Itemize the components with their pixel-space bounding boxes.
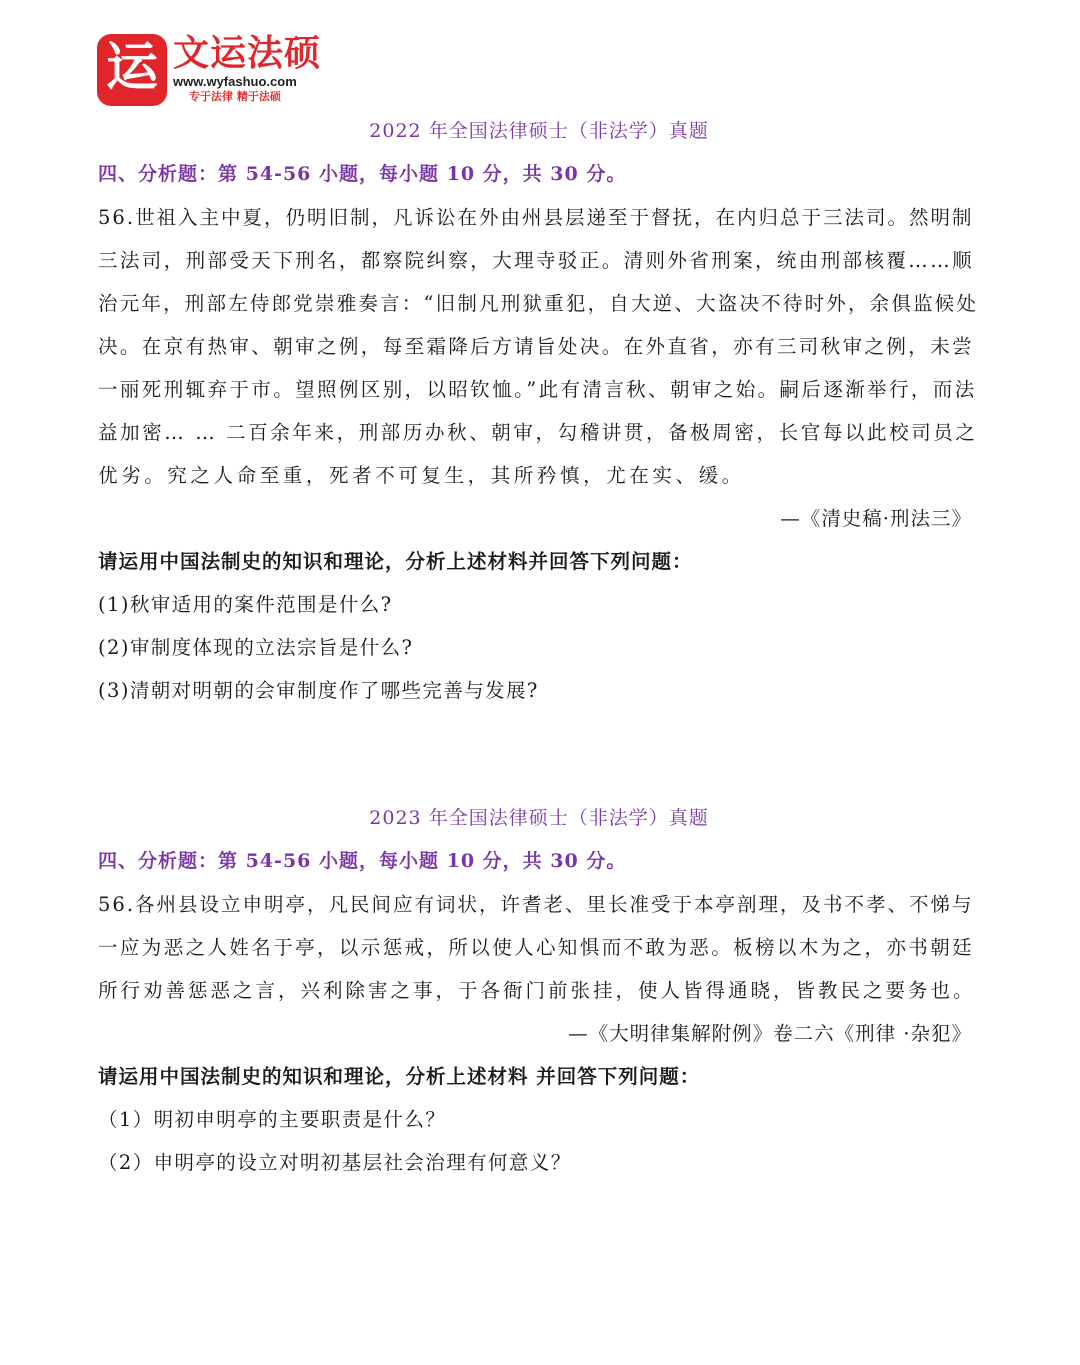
passage-line: 一应为恶之人姓名于亭，以示惩戒，所以使人心知惧而不敢为恶。板榜以木为之，亦书朝廷 bbox=[98, 936, 975, 959]
passage-line: 所行劝善惩恶之言，兴利除害之事，于各衙门前张挂，使人皆得通晓，皆教民之要务也。 bbox=[98, 979, 976, 1002]
passage-line: 治元年，刑部左侍郎党崇雅奏言：“旧制凡刑狱重犯，自大逆、大盗决不待时外，余俱监候处 bbox=[98, 292, 979, 315]
passage-line: 益加密… … 二百余年来，刑部历办秋、朝审，勾稽讲贯，备极周密，长官每以此校司员之 bbox=[98, 421, 978, 444]
passage-line: 56.各州县设立申明亭，凡民间应有词状，许耆老、里长准受于本亭剖理，及书不孝、不悌与 bbox=[98, 893, 974, 916]
passage-line: 优劣。究之人命至重，死者不可复生，其所矜慎，尤在实、缓。 bbox=[98, 464, 745, 487]
passage-line: 三法司，刑部受天下刑名，都察院纠察，大理寺驳正。清则外省刑案，统由刑部核覆……顺 bbox=[98, 249, 975, 272]
question-item: (1)秋审适用的案件范围是什么? bbox=[98, 593, 393, 616]
exam-2023-block bbox=[98, 797, 980, 1184]
brand-logo bbox=[97, 34, 321, 106]
passage-line: 决。在京有热审、朝审之例，每至霜降后方请旨处决。在外直省，亦有三司秋审之例，未尝 bbox=[98, 335, 975, 358]
logo-url: www.wyfashuo.com bbox=[173, 74, 297, 89]
passage-line: 一丽死刑辄弃于市。望照例区别，以昭钦恤。”此有清言秋、朝审之始。嗣后逐渐举行，而法 bbox=[98, 378, 977, 401]
exam-2022-prompt: 请运用中国法制史的知识和理论，分析上述材料并回答下列问题： bbox=[98, 550, 693, 573]
question-item: （2）申明亭的设立对明初基层社会治理有何意义？ bbox=[98, 1151, 572, 1174]
logo-name: 文运法硕 bbox=[173, 33, 322, 74]
logo-text bbox=[173, 34, 321, 105]
document-body bbox=[98, 110, 980, 1184]
logo-mark-glyph: 运 bbox=[105, 38, 158, 98]
question-item: (3)清朝对明朝的会审制度作了哪些完善与发展? bbox=[98, 679, 539, 702]
exam-2022-source: —《清史稿·刑法三》 bbox=[780, 507, 972, 530]
logo-slogan: 专于法律 精于法硕 bbox=[189, 90, 281, 103]
exam-2023-passage bbox=[98, 883, 980, 1012]
exam-2023-prompt: 请运用中国法制史的知识和理论，分析上述材料 并回答下列问题： bbox=[98, 1065, 701, 1088]
question-item: （1）明初申明亭的主要职责是什么？ bbox=[98, 1108, 447, 1131]
exam-2022-passage bbox=[98, 196, 980, 497]
exam-2023-source: —《大明律集解附例》卷二六《刑律 ·杂犯》 bbox=[568, 1022, 972, 1045]
exam-2023-section-heading: 四、分析题：第 54-56 小题，每小题 10 分，共 30 分。 bbox=[98, 850, 627, 872]
passage-line: 56.世祖入主中夏，仍明旧制，凡诉讼在外由州县层递至于督抚，在内归总于三法司。然明制 bbox=[98, 206, 974, 229]
exam-2022-block bbox=[98, 110, 980, 712]
exam-2022-title: 2022 年全国法律硕士（非法学）真题 bbox=[369, 120, 709, 142]
logo-mark-icon bbox=[97, 34, 167, 106]
exam-2023-title: 2023 年全国法律硕士（非法学）真题 bbox=[369, 807, 709, 829]
section-spacer bbox=[98, 712, 980, 797]
exam-2022-section-heading: 四、分析题：第 54-56 小题，每小题 10 分，共 30 分。 bbox=[98, 163, 627, 185]
question-item: (2)审制度体现的立法宗旨是什么? bbox=[98, 636, 414, 659]
